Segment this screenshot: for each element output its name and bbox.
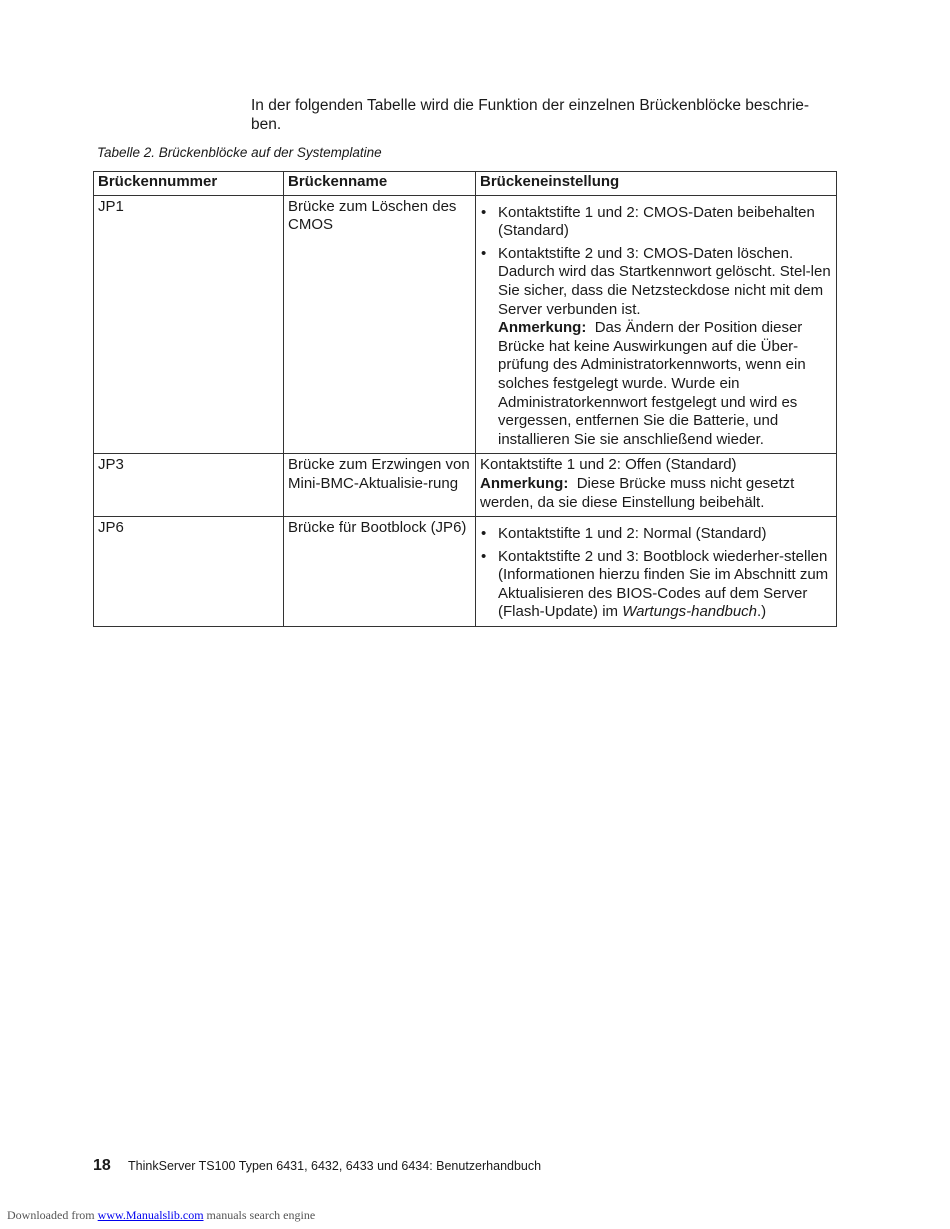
download-prefix: Downloaded from — [7, 1208, 98, 1222]
table-header-row — [94, 172, 837, 196]
manualslib-link[interactable]: www.Manualslib.com — [97, 1208, 204, 1222]
setting-text: Kontaktstifte 1 und 2: Offen (Standard) — [480, 456, 737, 474]
header-number: Brückennummer — [94, 172, 284, 196]
setting-list — [480, 204, 832, 450]
table-caption: Tabelle 2. Brückenblöcke auf der Systemplatine — [97, 145, 382, 160]
jumper-number: JP3 — [94, 454, 284, 517]
jumper-name: Brücke für Bootblock (JP6) — [284, 517, 476, 627]
note-text: Diese Brücke muss nicht gesetzt werden, da sie diese Einstellung beibehält. — [480, 474, 795, 511]
header-setting: Brückeneinstellung — [476, 172, 837, 196]
intro-paragraph: In der folgenden Tabelle wird die Funktion der einzelnen Brückenblöcke beschrie-ben. — [251, 97, 810, 133]
manual-title: Wartungs-handbuch — [622, 603, 758, 621]
list-item — [480, 245, 832, 450]
list-item — [480, 548, 832, 622]
jumper-setting — [476, 454, 837, 517]
jumper-number: JP6 — [94, 517, 284, 627]
list-item — [480, 525, 832, 544]
page-number: 18 — [93, 1157, 111, 1174]
download-notice — [7, 1208, 315, 1223]
jumper-table — [93, 171, 837, 627]
header-name: Brückenname — [284, 172, 476, 196]
note-label: Anmerkung: — [498, 319, 587, 337]
jumper-setting — [476, 195, 837, 454]
table-row — [94, 517, 837, 627]
setting-list — [480, 525, 832, 622]
jumper-number: JP1 — [94, 195, 284, 454]
table-row — [94, 195, 837, 454]
table-row — [94, 454, 837, 517]
footer-text: ThinkServer TS100 Typen 6431, 6432, 6433 und 6434: Benutzerhandbuch — [128, 1159, 542, 1173]
jumper-name: Brücke zum Erzwingen von Mini-BMC-Aktualisie-rung — [284, 454, 476, 517]
jumper-setting — [476, 517, 837, 627]
jumper-name: Brücke zum Löschen des CMOS — [284, 195, 476, 454]
download-suffix: manuals search engine — [203, 1208, 316, 1222]
setting-text: Kontaktstifte 2 und 3: Bootblock wiederher-stellen (Informationen hierzu finden Sie im Abschnitt zum Aktualisieren des BIOS-Codes auf dem Server (Flash-Update) im — [498, 547, 829, 621]
setting-text: Kontaktstifte 2 und 3: CMOS-Daten löschen. Dadurch wird das Startkennwort gelöscht. Stel-len Sie sicher, dass die Netzsteckdose nicht mit dem Server verbunden ist. — [498, 244, 831, 318]
list-item — [480, 204, 832, 241]
note-label: Anmerkung: — [480, 474, 569, 492]
setting-text: Kontaktstifte 1 und 2: Normal (Standard) — [498, 525, 767, 543]
note-text: Das Ändern der Position dieser Brücke hat keine Auswirkungen auf die Über-prüfung des Administratorkennworts, wenn ein solches festgelegt wurde. Wurde ein Administratorkennwort festgelegt und wird es vergessen, entfernen Sie die Batterie, und installieren Sie sie anschließend wieder. — [498, 319, 806, 448]
setting-text-end: .) — [757, 603, 767, 621]
setting-text: Kontaktstifte 1 und 2: CMOS-Daten beibehalten (Standard) — [498, 203, 815, 240]
page-footer — [93, 1157, 541, 1175]
